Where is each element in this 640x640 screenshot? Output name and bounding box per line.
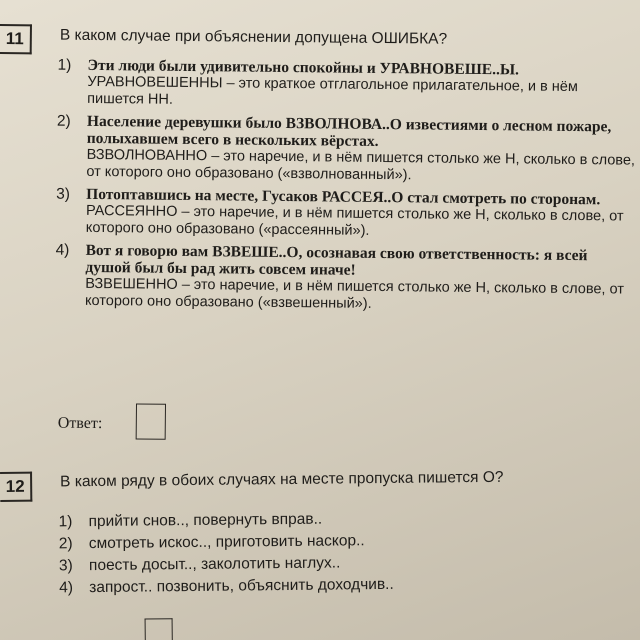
task-question: В каком случае при объяснении допущена ОШИБКА?: [59, 26, 448, 48]
option-explanation: ВЗВЕШЕННО – это наречие, и в нём пишется столько же Н, сколько в слове, от которого оно образовано («взвешенный»).: [85, 275, 625, 312]
option-number: 1): [57, 56, 72, 74]
answer-options: [58, 508, 619, 602]
option-text: запрост.. позвонить, объяснить доходчив..: [89, 575, 394, 597]
option-text: прийти снов.., повернуть вправ..: [88, 510, 323, 531]
option-number: 2): [58, 535, 73, 553]
option-sentence: Вот я говорю вам ВЗВЕШЕ..О, осознавая свою ответственность: я всей душой был бы рад жить совсем иначе!: [85, 241, 588, 279]
option-sentence: Эти люди были удивительно спокойны и УРАВНОВЕШЕ..Ы.: [87, 56, 520, 79]
option-number: 2): [56, 112, 71, 130]
answer-label: Ответ:: [57, 414, 103, 433]
option-number: 3): [58, 557, 73, 575]
option-2: [56, 113, 637, 187]
answer-box[interactable]: [136, 403, 166, 439]
task-number-box: 12: [0, 472, 32, 502]
option-explanation: РАССЕЯННО – это наречие, и в нём пишется столько же Н, сколько в слове, от которого оно образовано («рассеянный»).: [85, 202, 624, 239]
answer-box[interactable]: [145, 618, 173, 640]
option-4: [59, 574, 619, 602]
option-sentence: Потоптавшись на месте, Гусаков РАССЕЯ..О стал смотреть по сторонам.: [86, 185, 601, 209]
option-number: 4): [55, 241, 70, 259]
option-number: 3): [56, 185, 71, 203]
task-11: [0, 22, 640, 433]
option-number: 1): [58, 513, 73, 531]
option-text: смотреть искос.., приготовить наскор..: [88, 532, 365, 553]
option-4: [55, 242, 636, 316]
option-1: [57, 57, 638, 114]
option-sentence: Население деревушки было ВЗВОЛНОВА..О известиями о лесном пожаре, полыхавшем всего в нескольких вёрстах.: [86, 112, 612, 150]
option-number: 4): [59, 579, 74, 597]
option-explanation: УРАВНОВЕШЕННЫ – это краткое отглагольное прилагательное, и в нём пишется НН.: [87, 73, 578, 108]
answer-options: [55, 57, 638, 321]
option-3: [56, 186, 637, 243]
task-12: [0, 463, 640, 597]
option-text: поесть досыт.., заколотить наглух..: [88, 554, 341, 575]
task-question: В каком ряду в обоих случаях на месте пропуска пишется О?: [60, 468, 504, 491]
option-explanation: ВЗВОЛНОВАННО – это наречие, и в нём пишется столько же Н, сколько в слове, от которого оно образовано («взволнованный»).: [86, 146, 636, 184]
task-number-box: 11: [0, 24, 32, 54]
